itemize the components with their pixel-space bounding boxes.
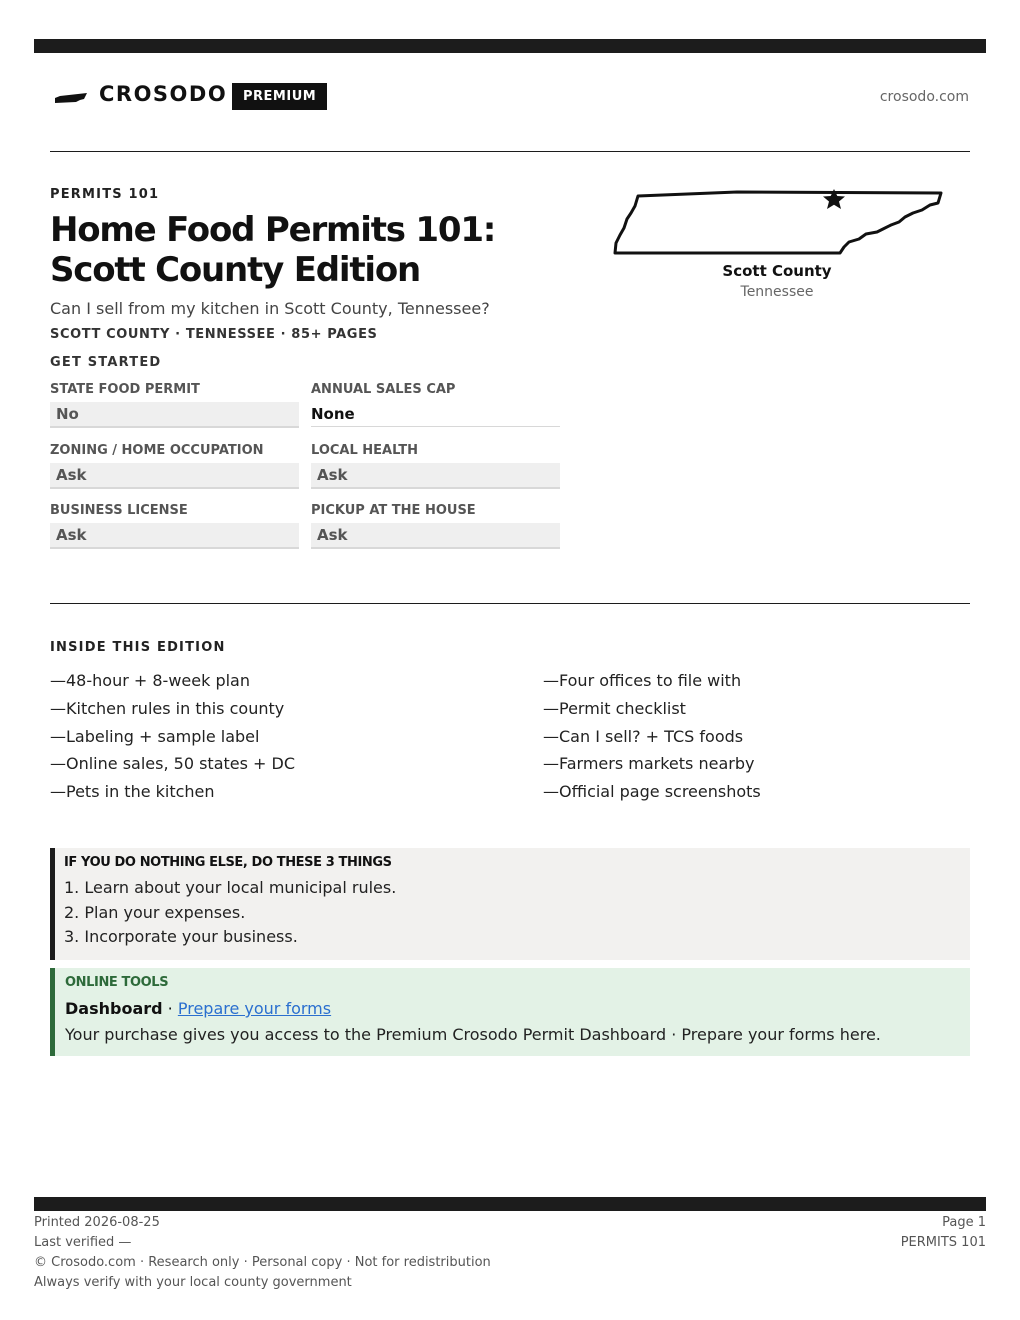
- tennessee-logo-icon: [54, 90, 88, 106]
- field-value: Ask: [311, 523, 560, 549]
- callout-item: 3. Incorporate your business.: [64, 927, 298, 946]
- callout-item: 1. Learn about your local municipal rules.: [64, 878, 397, 897]
- field-label: ZONING / HOME OCCUPATION: [50, 443, 264, 458]
- eyebrow: PERMITS 101: [50, 187, 160, 202]
- page-number: Page 1: [942, 1215, 986, 1230]
- field-label: BUSINESS LICENSE: [50, 503, 188, 518]
- field-annual-sales-cap: [311, 382, 560, 427]
- dashboard-label: Dashboard: [65, 999, 163, 1018]
- field-local-health: [311, 443, 560, 489]
- last-verified: Last verified —: [34, 1235, 132, 1250]
- prepare-forms-link[interactable]: Prepare your forms: [177, 999, 332, 1018]
- printed-date: Printed 2026-08-25: [34, 1215, 160, 1230]
- list-item: —Labeling + sample label: [50, 726, 260, 746]
- tools-dashboard-line: [65, 996, 970, 1022]
- field-label: STATE FOOD PERMIT: [50, 382, 200, 397]
- divider: [50, 151, 970, 152]
- tennessee-map: [612, 185, 947, 260]
- list-item: —Can I sell? + TCS foods: [543, 726, 744, 746]
- edition-meta: SCOTT COUNTY · TENNESSEE · 85+ PAGES: [50, 327, 378, 342]
- field-business-license: [50, 503, 299, 549]
- list-item: —Kitchen rules in this county: [50, 698, 285, 718]
- tools-body: Your purchase gives you access to the Premium Crosodo Permit Dashboard · Prepare your forms here.: [65, 1025, 881, 1044]
- get-started-heading: GET STARTED: [50, 355, 162, 370]
- field-pickup: [311, 503, 560, 549]
- list-item: —Pets in the kitchen: [50, 782, 215, 802]
- brand-name: CROSODO: [99, 82, 228, 106]
- footer-section: PERMITS 101: [900, 1235, 986, 1250]
- verify-note: Always verify with your local county government: [34, 1275, 352, 1290]
- inside-list-right: [543, 667, 761, 806]
- callout-heading: IF YOU DO NOTHING ELSE, DO THESE 3 THINGS: [64, 855, 392, 870]
- tools-heading: ONLINE TOOLS: [65, 975, 169, 990]
- list-item: —Permit checklist: [543, 698, 686, 718]
- footer-left: [34, 1213, 491, 1293]
- field-state-food-permit: [50, 382, 299, 428]
- online-tools-callout: [50, 968, 970, 1056]
- map-state-label: Tennessee: [740, 284, 814, 300]
- site-url[interactable]: crosodo.com: [879, 89, 969, 105]
- field-label: PICKUP AT THE HOUSE: [311, 503, 476, 518]
- list-item: —Online sales, 50 states + DC: [50, 754, 296, 774]
- top-bar: [34, 39, 986, 53]
- page-title: Home Food Permits 101: Scott County Edition: [50, 210, 496, 290]
- do-these-callout: [50, 848, 970, 960]
- separator: ·: [162, 999, 178, 1018]
- subtitle: Can I sell from my kitchen in Scott County, Tennessee?: [50, 299, 490, 318]
- list-item: —Four offices to file with: [543, 671, 742, 690]
- inside-list-left: [50, 667, 295, 806]
- field-value: None: [311, 402, 560, 427]
- map-county-label: Scott County: [722, 262, 832, 280]
- inside-heading: INSIDE THIS EDITION: [50, 640, 226, 655]
- header: [50, 80, 970, 114]
- field-label: ANNUAL SALES CAP: [311, 382, 456, 397]
- field-value: Ask: [50, 463, 299, 489]
- copyright: © Crosodo.com · Research only · Personal copy · Not for redistribution: [34, 1255, 491, 1270]
- footer-right: [901, 1213, 986, 1253]
- callout-item: 2. Plan your expenses.: [64, 902, 246, 922]
- field-value: No: [50, 402, 299, 428]
- field-value: Ask: [50, 523, 299, 549]
- field-label: LOCAL HEALTH: [311, 443, 418, 458]
- list-item: —48-hour + 8-week plan: [50, 671, 250, 690]
- premium-badge: PREMIUM: [232, 83, 327, 110]
- list-item: —Official page screenshots: [543, 782, 761, 802]
- list-item: —Farmers markets nearby: [543, 754, 755, 774]
- field-zoning: [50, 443, 299, 489]
- bottom-bar: [34, 1197, 986, 1211]
- field-value: Ask: [311, 463, 560, 489]
- divider: [50, 603, 970, 604]
